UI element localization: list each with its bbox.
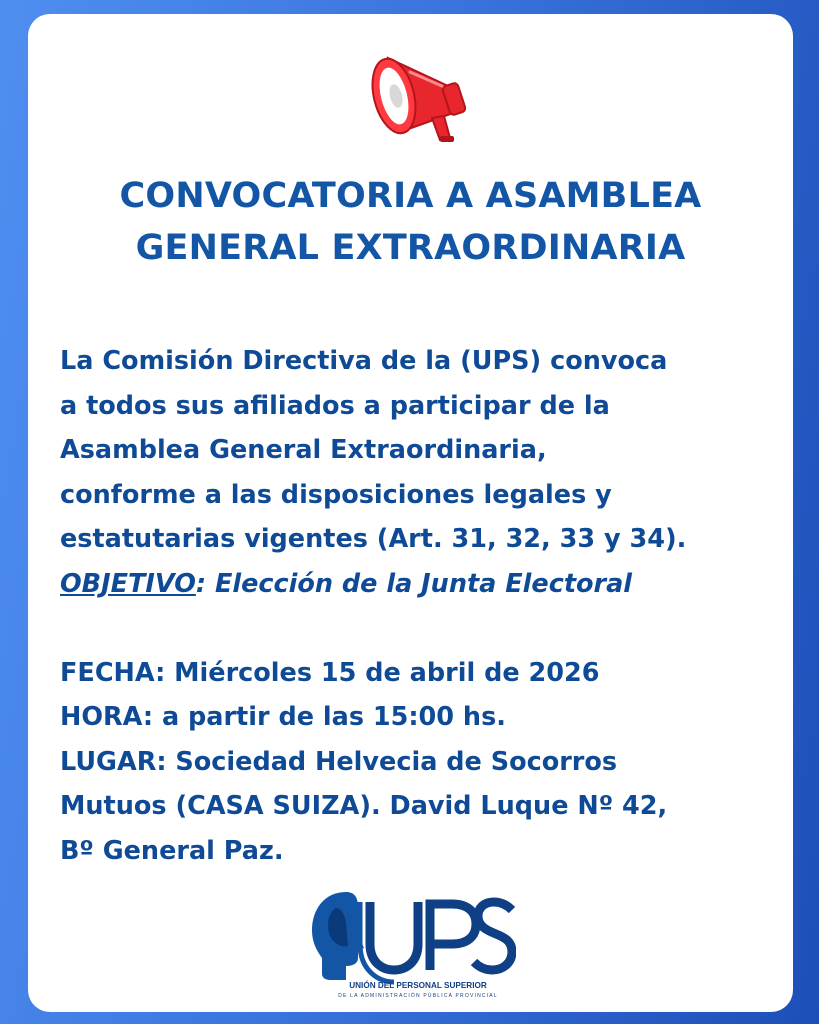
place-line-3: Bº General Paz.	[60, 835, 284, 866]
place-line-2: Mutuos (CASA SUIZA). David Luque Nº 42,	[60, 791, 668, 821]
body-line: La Comisión Directiva de la (UPS) convoca	[60, 346, 668, 376]
logo-subtitle: DE LA ADMINISTRACIÓN PÚBLICA PROVINCIAL	[338, 993, 498, 999]
title-line-1: CONVOCATORIA A ASAMBLEA	[119, 176, 702, 216]
date-line: FECHA: Miércoles 15 de abril de 2026	[60, 657, 600, 688]
place-line-1: LUGAR: Sociedad Helvecia de Socorros	[60, 746, 618, 777]
announcement-body	[60, 339, 780, 873]
announcement-card	[28, 14, 793, 1012]
title-line-2: GENERAL EXTRAORDINARIA	[135, 228, 686, 268]
time-line: HORA: a partir de las 15:00 hs.	[60, 702, 506, 732]
body-line: a todos sus afiliados a participar de la	[60, 390, 610, 421]
body-line: Asamblea General Extraordinaria,	[60, 435, 547, 465]
page-title	[28, 170, 793, 274]
body-line: estatutarias vigentes (Art. 31, 32, 33 y 34).	[60, 524, 687, 554]
objective-label: OBJETIVO	[60, 568, 196, 599]
objective-line	[60, 562, 780, 607]
megaphone-icon	[350, 28, 480, 148]
objective-text: : Elección de la Junta Electoral	[195, 568, 633, 599]
logo-name: UNIÓN DEL PERSONAL SUPERIOR	[349, 981, 487, 990]
body-line: conforme a las disposiciones legales y	[60, 479, 612, 510]
ups-logo	[306, 882, 516, 1000]
